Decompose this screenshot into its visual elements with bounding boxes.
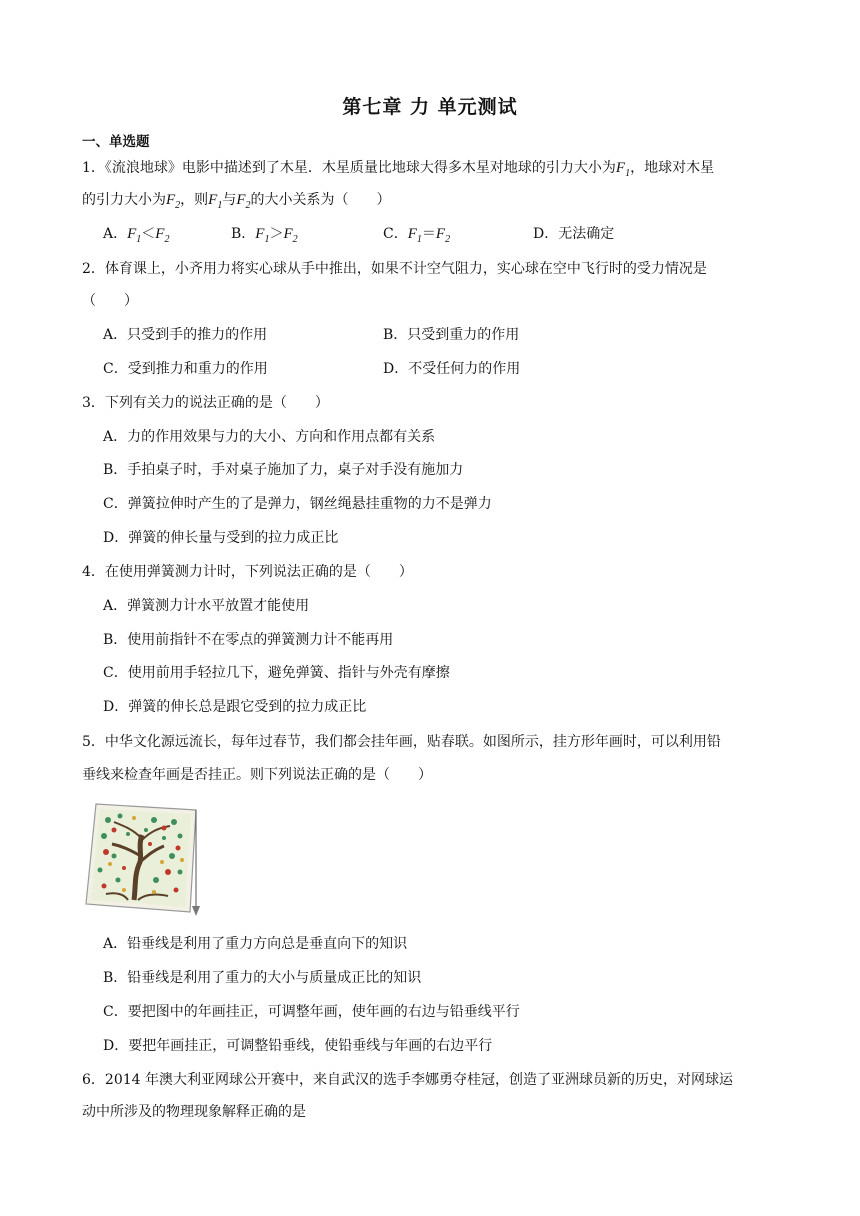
q1-stem-line1: 1．《流浪地球》电影中描述到了木星．木星质量比地球大得多木星对地球的引力大小为$F_1$，地球对木星: [82, 160, 715, 179]
q4-stem: 4．在使用弹簧测力计时，下列说法正确的是（ ）: [82, 564, 413, 580]
q1-option-a[interactable]: A．$F_1<F_2$: [103, 226, 170, 245]
section-heading: 一、单选题: [82, 134, 150, 150]
q5-stem-line2: 垂线来检查年画是否挂正。则下列说法正确的是（ ）: [82, 767, 432, 783]
new-year-painting-figure: [84, 800, 204, 918]
q5-option-c[interactable]: C．要把图中的年画挂正，可调整年画，使年画的右边与铅垂线平行: [103, 1004, 520, 1020]
q4-option-a[interactable]: A．弹簧测力计水平放置才能使用: [103, 598, 310, 614]
q2-stem-line2: （ ）: [82, 293, 138, 309]
q5-option-d[interactable]: D．要把年画挂正，可调整铅垂线，使铅垂线与年画的右边平行: [103, 1038, 493, 1054]
q4-option-b[interactable]: B．使用前指针不在零点的弹簧测力计不能再用: [103, 632, 394, 648]
q2-option-b[interactable]: B．只受到重力的作用: [383, 327, 520, 343]
q3-option-c[interactable]: C．弹簧拉伸时产生的了是弹力，钢丝绳悬挂重物的力不是弹力: [103, 496, 492, 512]
q5-stem-line1: 5．中华文化源远流长，每年过春节，我们都会挂年画，贴春联。如图所示，挂方形年画时，可以利用铅: [82, 734, 721, 750]
q3-option-b[interactable]: B．手拍桌子时，手对桌子施加了力，桌子对手没有施加力: [103, 462, 464, 478]
q2-option-c[interactable]: C．受到推力和重力的作用: [103, 361, 268, 377]
q2-option-d[interactable]: D．不受任何力的作用: [383, 361, 521, 377]
q3-option-a[interactable]: A．力的作用效果与力的大小、方向和作用点都有关系: [103, 429, 436, 445]
q5-option-a[interactable]: A．铅垂线是利用了重力方向总是垂直向下的知识: [103, 936, 408, 952]
page-title: 第七章 力 单元测试: [342, 96, 518, 118]
q2-stem-line1: 2．体育课上，小齐用力将实心球从手中推出，如果不计空气阻力，实心球在空中飞行时的受力情况是: [82, 261, 707, 277]
q1-option-b[interactable]: B．$F_1>F_2$: [231, 226, 298, 245]
q1-stem-line2: 的引力大小为$F_2$，则$F_1$与$F_2$的大小关系为（ ）: [82, 192, 391, 211]
q6-stem-line2: 动中所涉及的物理现象解释正确的是: [82, 1104, 306, 1120]
new-year-painting-image: [84, 800, 204, 918]
q3-stem: 3．下列有关力的说法正确的是（ ）: [82, 395, 329, 411]
q3-option-d[interactable]: D．弹簧的伸长量与受到的拉力成正比: [103, 530, 339, 546]
q4-option-c[interactable]: C．使用前用手轻拉几下，避免弹簧、指针与外壳有摩擦: [103, 665, 450, 681]
q1-option-c[interactable]: C．$F_1=F_2$: [383, 226, 451, 245]
q2-option-a[interactable]: A．只受到手的推力的作用: [103, 327, 268, 343]
q4-option-d[interactable]: D．弹簧的伸长总是跟它受到的拉力成正比: [103, 699, 367, 715]
q5-option-b[interactable]: B．铅垂线是利用了重力的大小与质量成正比的知识: [103, 970, 422, 986]
q1-option-d[interactable]: D．无法确定: [533, 226, 615, 242]
q6-stem-line1: 6．2014 年澳大利亚网球公开赛中，来自武汉的选手李娜勇夺桂冠，创造了亚洲球员新的历史，对网球运: [82, 1072, 733, 1088]
